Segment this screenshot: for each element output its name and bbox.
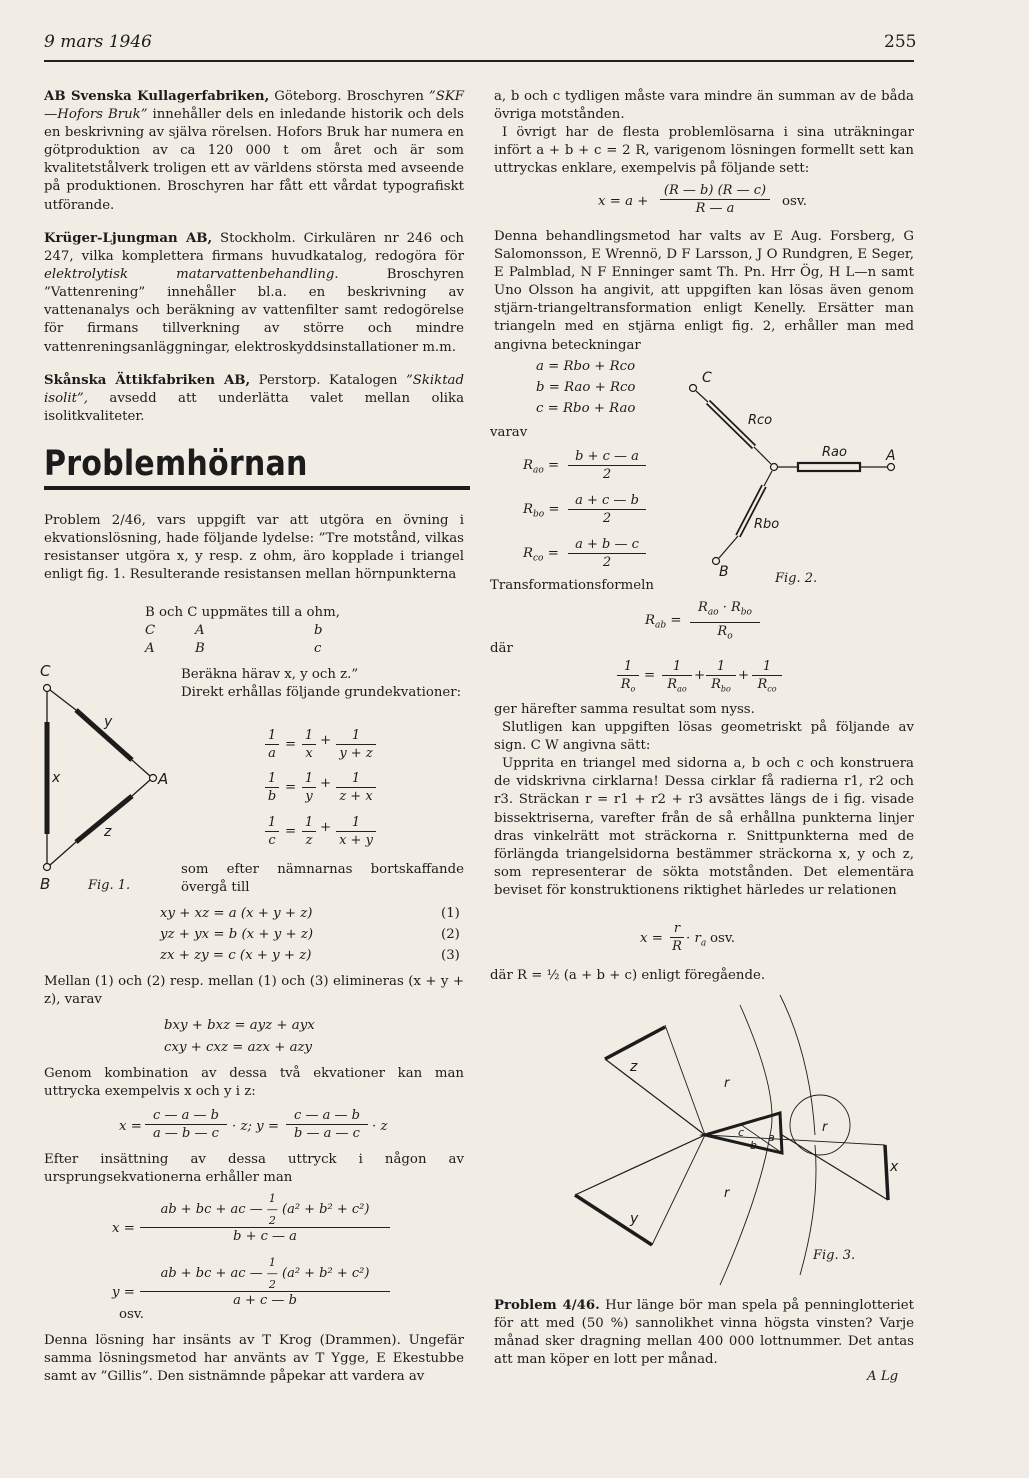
catalog-entry-kruger (44, 230, 464, 357)
dar-label: där (490, 641, 513, 656)
problem-4-text: Hur länge bör man spela på penninglotteriet för att med (50 %) sannolikhet vinna högsta vinsten? Varje månad sker dragning mellan 400 000 lottnummer. Det antas att man köper en lott per månad. (494, 1298, 914, 1368)
right-intro-text: a, b och c tydligen måste vara mindre än summan av de båda övriga motstånden. (494, 89, 914, 123)
r-definition: där R = ½ (a + b + c) enligt föregående. (490, 968, 766, 983)
fig3-label-r2: r (822, 1120, 828, 1135)
right-para-2: I övrigt har de flesta problemlösarna i sina uträkningar infört a + b + c = 2 R, varigenom lösningen formellt sett kan uttryckas enklare, exempelvis på följande sett: (494, 125, 914, 177)
solver-paragraph (44, 1332, 464, 1386)
company-name: Krüger-Ljungman AB, (44, 231, 213, 246)
insertion-paragraph (44, 1151, 464, 1187)
right-intro (494, 88, 914, 178)
figure-3-geometric-construction (570, 995, 899, 1295)
equation-3: zx + zy = c (x + y + z) (160, 948, 312, 963)
measure-row-3-col3: c (314, 641, 322, 656)
fig1-label-y: y (104, 714, 113, 730)
fig3-caption: Fig. 3. (813, 1248, 856, 1263)
fig1-label-z: z (104, 824, 112, 840)
issue-date: 9 mars 1946 (44, 32, 152, 52)
fig1-label-a: A (158, 770, 169, 788)
fig2-label-c: C (702, 370, 712, 386)
brochure-title: ”SKF—Hofors Bruk” (44, 89, 464, 123)
problem-intro-text: Problem 2/46, vars uppgift var att utgöra en övning i ekvationslösning, hade följande lydelse: ”Tre motstånd, vilkas resistanser utgöra x, y resp. z ohm, äro kopplade i triangel enligt fig. 1. Resulterande resistansen mellan hörnpunkterna (44, 513, 464, 583)
calc-instruction: Beräkna härav x, y och z.” (181, 667, 359, 682)
fig3-label-y: y (630, 1211, 639, 1227)
right-para-4 (494, 701, 914, 900)
measure-row-2-col1: C (145, 623, 156, 638)
direct-text: Direkt erhållas följande grundekvationer: (181, 685, 462, 700)
eliminated-equation-1: bxy + bxz = ayz + ayx (164, 1018, 315, 1033)
varav-label: varav (490, 425, 528, 440)
fig2-label-rao: Rao (822, 445, 847, 460)
fig1-label-x: x (52, 770, 61, 786)
relation-osv: osv. (710, 931, 735, 946)
star-equation-c: c = Rbo + Rao (536, 401, 636, 416)
fig2-label-rco: Rco (748, 413, 773, 428)
equation-2: yz + yx = b (x + y + z) (160, 927, 314, 942)
entry-text: avsedd att underlätta valet mellan olika isolitkvaliteter. (44, 391, 464, 425)
problem-4 (494, 1297, 914, 1369)
osv-left: osv. (119, 1307, 144, 1322)
fig3-label-r3: r (724, 1186, 730, 1201)
fig1-label-b: B (40, 875, 51, 893)
measure-row-3-col1: A (145, 641, 155, 656)
insertion-text: Efter insättning av dessa uttryck i någon av ursprungsekvationerna erhåller man (44, 1152, 464, 1186)
entry-text: Perstorp. Katalogen (250, 373, 406, 388)
equation-1-number: (1) (441, 906, 460, 921)
right-para-3-text: Denna behandlingsmetod har valts av E Aug. Forsberg, G Salomonsson, E Wrennö, D F Larsson, J O Rundgren, E Seger, E Palmblad, N F Enninger samt Th. Pn. Hrr Ög, H L—n samt Uno Olsson ha angivit, att uppgiften kan lösas även genom stjärn-triangeltransformation enligt Kenelly. Ersätter man triangeln med en stjärna enligt fig. 2, erhåller man med angivna beteckningar (494, 229, 914, 353)
company-name: AB Svenska Kullagerfabriken, (44, 89, 270, 104)
equation-3-number: (3) (441, 948, 460, 963)
equation-2-number: (2) (441, 927, 460, 942)
fig2-label-rbo: Rbo (754, 517, 780, 532)
solver-text: Denna lösning har insänts av T Krog (Drammen). Ungefär samma lösningsmetod har använts av T Ygge, E Ekestubbe samt av ”Gillis”. Den sistnämnde påpekar att vardera av (44, 1333, 464, 1385)
page-number: 255 (884, 32, 917, 52)
brochure-title: elektrolytisk matarvattenbehandling. (44, 267, 339, 283)
transformation-label: Transformationsformeln (490, 578, 654, 593)
fig2-caption: Fig. 2. (775, 571, 818, 586)
combination-text: Genom kombination av dessa två ekvationer kan man uttrycka exempelvis x och y i z: (44, 1066, 464, 1100)
entry-text: Göteborg. Broschyren (269, 89, 429, 104)
fig2-label-b: B (719, 564, 729, 580)
figure-2-star (682, 366, 912, 591)
problem-4-label: Problem 4/46. (494, 1298, 600, 1313)
fig2-label-a: A (886, 448, 896, 464)
section-title: Problemhörnan (44, 444, 308, 484)
star-equation-a: a = Rbo + Rco (536, 359, 636, 374)
formula-osv: osv. (782, 194, 807, 209)
entry-text: innehåller dels en inledande historik och dels en beskrivning av själva rörelsen. Hofors Bruk har numera en götproduktion av ca 120 000 t om året och är som kvalitetstålverk troligen ett av världens största med avseende på produktionen. Broschyren har fått ett vårdat typografiskt utförande. (44, 107, 465, 213)
eliminated-equation-2: cxy + cxz = azx + azy (164, 1040, 313, 1055)
fig3-label-x: x (890, 1159, 899, 1175)
measure-row-1: B och C uppmätes till a ohm, (145, 605, 340, 620)
right-para-6: Upprita en triangel med sidorna a, b och c och konstruera de vidskrivna cirklarna! Dessa cirklar få radierna r1, r2 och r3. Sträckan r = r1 + r2 + r3 avsättes längs de i fig. visade bissektriserna, varefter från de så erhållna punkterna linjer dras vinkelrätt mot sträckorna r. Snittpunkterna med de förlängda triangelsidorna bestämmer sträckorna x, y och z, som representerar de sökta motstånden. Det elementära beviset för konstruktionens riktighet härledes ur relationen (494, 756, 914, 898)
fig1-caption: Fig. 1. (88, 878, 131, 893)
right-para-5: Slutligen kan uppgiften lösas geometriskt på följande av sign. C W angivna sätt: (494, 720, 914, 754)
equation-1: xy + xz = a (x + y + z) (160, 906, 313, 921)
star-equation-b: b = Rao + Rco (536, 380, 636, 395)
entry-text: Stockholm. Cirkulären nr 246 och 247, vilka komplettera firmans huvudkatalog, redogöra för (44, 231, 464, 265)
page: 9 mars 1946 255 AB Svenska Kullagerfabriken, Göteborg. Broschyren ”SKF—Hofors Bruk” innehåller dels en inledande historik och dels en beskrivning av själva rörelsen. Hofors Bruk har numera en götproduktion av ca 120 000 t om året och är som kvalitetstålverk troligen ett av världens största med avseende på produktionen. Broschyren har fått ett vårdat typografiskt utförande. Krüger-Ljungman AB, Stockholm. Cirkulären nr 246 och 247, vilka komplettera firmans huvudkatalog, redogöra för elektrolytisk matarvattenbehandling. Broschyren ”Vattenrening” innehåller bl.a. en beskrivning av vattenanalys och beräkning av vattenfilter samt redogörelse för firmans tillverkning av större och mindre vattenreningsanläggningar, elektroskyddsinstallationer m.m. Skånska Ättikfabriken AB, Perstorp. Katalogen ”Skiktad isolit”, avsedd att underlätta valet mellan olika isolitkvaliteter. Problemhörnan Problem 2/46, vars uppgift var att utgöra en övning i ekvationslösning, hade följande lydelse: ”Tre motstånd, vilkas resistanser utgöra x, y resp. z ohm, äro kopplade i triangel enligt fig. 1. Resulterande resistansen mellan hörnpunkterna B och C uppmätes till a ohm, C A b A B c C x y z A B Fig. 1. Beräkna härav x, y och z.” Direkt erhållas följande grundekvationer: 1 a = 1 x + 1 y + z 1 b = 1 y + 1 z + x 1 c = 1 z + 1 x + y som efter nämnarnas bortskaffande övergå till xy + xz = a (x + y + z) (1) yz + yx = b (x + y + z) (2) zx + zy = c (x + y + z) (3) Mellan (1) och (2) resp. mellan (1) och (3) elimineras (x + y + z), varav bxy + bxz = ayz + ayx cxy + cxz = azx + azy Genom kombination av dessa två ekvationer kan man uttrycka exempelvis x och y i z: x = c — a — b a — b — c · z; y = c — a — b b — a — c · z Efter insättning av dessa uttryck i någon av ursprungsekvationerna erhåller man x = ab + bc + ac — 1 — 2 (a² + b² + c²) b + c — a y = ab + bc + ac — 1 — 2 (a² + b² + c²) a + c — b osv. Denna lösning har insänts av T Krog (Drammen). Ungefär samma lösningsmetod har använts av T Ygge, E Ekestubbe samt av ”Gillis”. Den sistnämnde påpekar att vardera av a, b och c tydligen måste vara mindre än summan av de båda övriga motstånden. I övrigt har de flesta problemlösarna i sina uträkningar infört a + b + c = 2 R, varigenom lösningen formellt sett kan uttryckas enklare, exempelvis på följande sett: x = a + (R — b) (R — c) R — a osv. Denna behandlingsmetod har valts av E Aug. Forsberg, G Salomonsson, E Wrennö, D F Larsson, J O Rundgren, E Seger, E Palmblad, N F Enninger samt Th. Pn. Hrr Ög, H L—n samt Uno Olsson ha angivit, att uppgiften kan lösas även genom stjärn-triangeltransformation enligt Kenelly. Ersätter man triangeln med en stjärna enligt fig. 2, erhåller man med angivna beteckningar a = Rbo + Rco b = Rao + Rco c = Rbo + Rao varav $R_{ao}$ = b + c — a 2 $R_{bo}$ = a + c — b 2 $R_{co}$ = a + b — c 2 C Rco Rao A Rbo B Fig. 2. Transformationsformeln $R_{ab}$ = $R_{ao} \cdot R_{bo}$ $R_o$ där 1 $R_o$ = 1 $R_{ao}$ + 1 $R_{bo}$ + 1 $R_{co}$ ger härefter samma resultat som nyss. Slutligen kan uppgiften lösas geometriskt på följande av sign. C W angivna sätt: Upprita en triangel med sidorna a, b och c och konstruera de vidskrivna cirklarna! Dessa cirklar få radierna r1, r2 och r3. Sträckan r = r1 + r2 + r3 avsättes längs de i fig. visade bissektriserna, varefter från de så erhållna punkterna linjer dras vinkelrätt mot sträckorna r. Snittpunkterna med de förlängda triangelsidorna bestämmer sträckorna x, y och z, som representerar de sökta motstånden. Det elementära beviset för konstruktionens riktighet härledes ur relationen x = r R · $r_a$ osv. där R = ½ (a + b + c) enligt föregående. z r r r x y c b a Fig. 3. Problem 4/46. Hur länge bör man spela på penninglotteriet för att med (50 %) sannolikhet vinna högsta vinsten? Varje månad sker dragning mellan 400 000 lottnummer. Det antas att man köper en lott per månad. A Lg (0, 0, 1029, 1478)
header-rule (44, 60, 914, 62)
right-para-4-text: ger härefter samma resultat som nyss. (494, 702, 755, 717)
entry-text: Broschyren ”Vattenrening” innehåller bl.a. en beskrivning av vattenanalys och beräkning av vattenfilter samt redogörelse för firmans tillverkning av större och mindre vattenreningsanläggningar, elektroskyddsinstallationer m.m. (44, 267, 465, 355)
measure-row-2-col3: b (314, 623, 323, 638)
fig3-label-r1: r (724, 1076, 730, 1091)
fig3-label-a: a (768, 1131, 775, 1144)
catalog-entry-skf (44, 88, 464, 215)
right-para-3 (494, 228, 914, 355)
measure-row-2-col2: A (195, 623, 205, 638)
fig3-label-c: c (738, 1126, 745, 1139)
combination-paragraph (44, 1065, 464, 1101)
fig1-label-c: C (40, 662, 51, 680)
elimination-paragraph (44, 973, 464, 1009)
problem-intro (44, 512, 464, 584)
company-name: Skånska Ättikfabriken AB, (44, 373, 251, 388)
fig3-label-z: z (630, 1059, 638, 1075)
elimination-note: som efter nämnarnas bortskaffande övergå till (181, 862, 464, 895)
title-rule (44, 486, 470, 490)
fig3-label-b: b (750, 1139, 757, 1152)
catalog-title: ”Skiktad isolit”, (44, 373, 464, 407)
problem-4-signature: A Lg (867, 1369, 899, 1384)
elimination-text: Mellan (1) och (2) resp. mellan (1) och (3) elimineras (x + y + z), varav (44, 974, 464, 1008)
measure-row-3-col2: B (195, 641, 205, 656)
catalog-entry-skanska (44, 372, 464, 426)
